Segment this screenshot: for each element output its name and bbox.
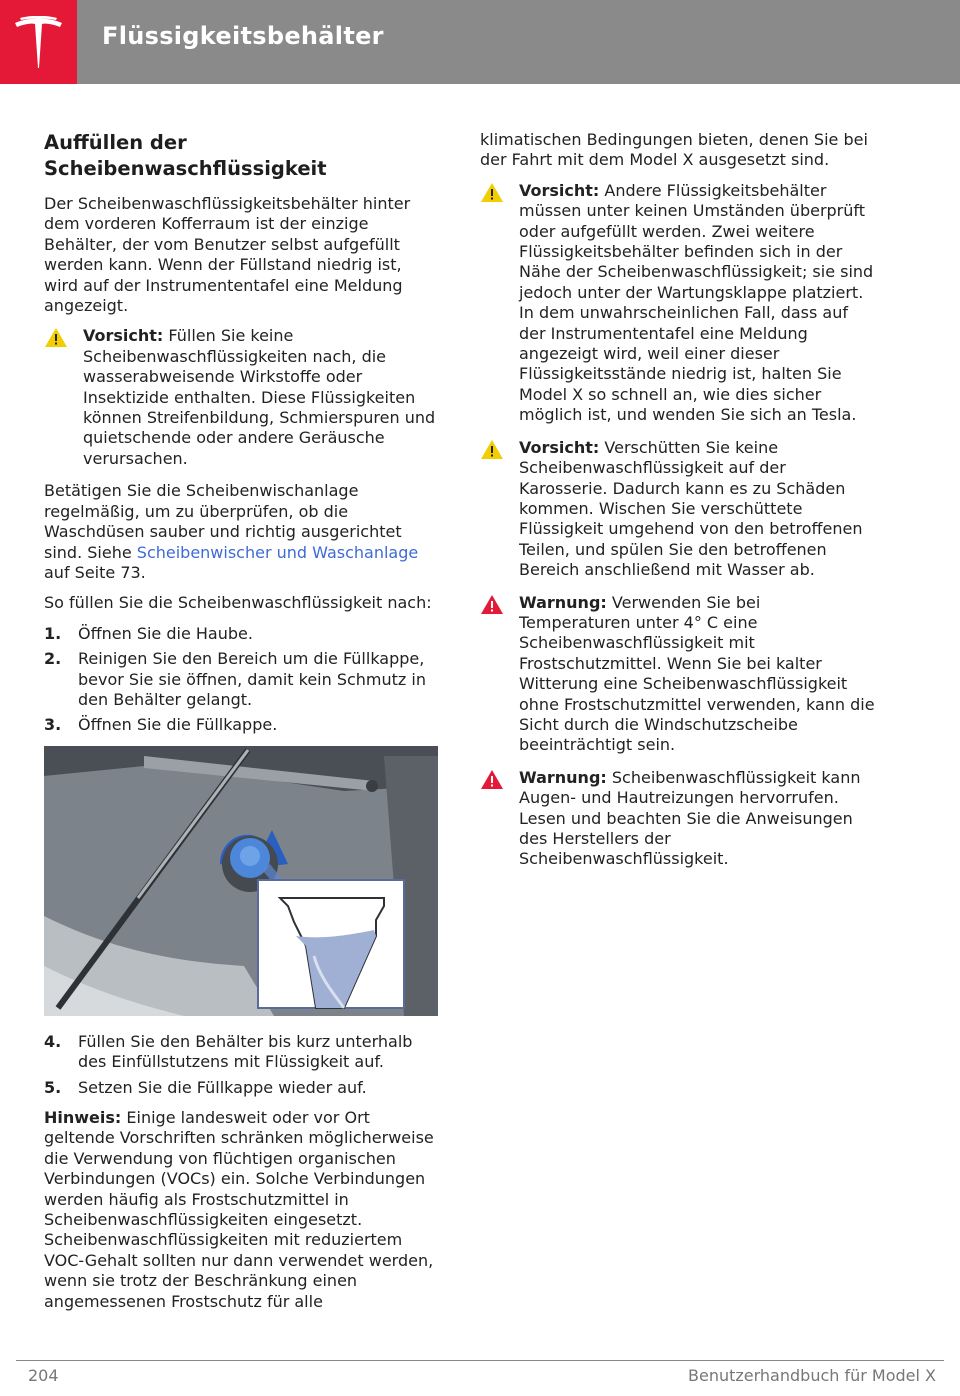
note-text: Einige landesweit oder vor Ort geltende Vorschriften schränken möglicherweise die Verwendung von flüchtigen organischen Verbindungen (VOCs) ein. Solche Verbindungen werden häufig als Frostschutzmittel in Scheibenwaschflüssigkeiten eingesetzt. Scheibenwaschflüssigkeiten mit reduziertem VOC-Gehalt sollten nur dann verwendet werden, wenn sie trotz der Beschränkung einen angemessenen Frostschutz für alle <box>44 1107 434 1311</box>
warning-text: Verwenden Sie bei Temperaturen unter 4° C eine Scheibenwaschflüssigkeit mit Frostschutzmittel. Wenn Sie bei kalter Witterung eine Scheibenwaschflüssigkeit ohne Frostschutzmittel verwenden, kann die Sicht durch die Windschutzscheibe beeinträchtigt sein. <box>519 592 875 755</box>
step-number: 5. <box>44 1077 62 1097</box>
step-number: 3. <box>44 715 62 735</box>
caution-triangle-icon <box>480 182 504 203</box>
warning-label: Warnung: <box>519 767 607 787</box>
paragraph-wiper-check <box>44 481 440 583</box>
list-item <box>44 715 440 735</box>
warning-notice <box>480 593 876 756</box>
logo-box <box>0 0 77 84</box>
warning-notice <box>480 768 876 870</box>
caution-notice <box>480 438 876 581</box>
list-item <box>44 1032 440 1073</box>
warning-label: Warnung: <box>519 592 607 612</box>
right-column <box>480 130 876 882</box>
page-header <box>0 0 960 84</box>
caution-text: Andere Flüssigkeitsbehälter müssen unter keinen Umständen überprüft oder aufgefüllt werden. Zwei weitere Flüssigkeitsbehälter befinden sich in der Nähe der Scheibenwaschflüssigkeit; sie sind jedoch unter der Wartungsklappe platziert. In dem unwahrscheinlichen Fall, dass auf der Instrumententafel eine Meldung angezeigt wird, weil einer dieser Flüssigkeitsstände niedrig ist, halten Sie Model X so schnell an, wie dies sicher möglich ist, und wenden Sie sich an Tesla. <box>519 180 874 425</box>
wiper-link[interactable]: Scheibenwischer und Waschanlage <box>136 542 419 562</box>
note-label: Hinweis: <box>44 1107 122 1127</box>
left-column <box>44 130 440 1322</box>
warning-triangle-icon <box>480 594 504 615</box>
footer-doc-title: Benutzerhandbuch für Model X <box>688 1366 936 1385</box>
paragraph-text: auf Seite 73. <box>44 562 146 582</box>
list-item <box>44 1078 440 1098</box>
steps-list-continued <box>44 1032 440 1098</box>
page-number: 204 <box>28 1366 59 1385</box>
caution-label: Vorsicht: <box>83 326 164 346</box>
step-number: 2. <box>44 649 62 669</box>
continuation-paragraph: klimatischen Bedingungen bieten, denen Sie bei der Fahrt mit dem Model X ausgesetzt sind. <box>480 130 868 170</box>
step-text: Füllen Sie den Behälter bis kurz unterhalb des Einfüllstutzens mit Flüssigkeit auf. <box>78 1031 413 1072</box>
intro-paragraph: Der Scheibenwaschflüssigkeitsbehälter hinter dem vorderen Kofferraum ist der einzige Behälter, der vom Benutzer selbst aufgefüllt werden kann. Wenn der Füllstand niedrig ist, wird auf der Instrumententafel eine Meldung angezeigt. <box>44 194 411 316</box>
caution-triangle-icon <box>44 327 68 348</box>
step-number: 4. <box>44 1031 62 1051</box>
warning-triangle-icon <box>480 769 504 790</box>
step-text: Reinigen Sie den Bereich um die Füllkappe, bevor Sie sie öffnen, damit kein Schmutz in den Behälter gelangt. <box>78 649 426 709</box>
list-item <box>44 649 440 710</box>
footer-divider <box>16 1360 944 1361</box>
paragraph-refill-intro: So füllen Sie die Scheibenwaschflüssigkeit nach: <box>44 593 432 613</box>
paragraph-text: Betätigen Sie die Scheibenwischanlage regelmäßig, um zu überprüfen, ob die Waschdüsen sauber und richtig ausgerichtet sind. Siehe <box>44 481 402 562</box>
caution-text: Verschütten Sie keine Scheibenwaschflüssigkeit auf der Karosserie. Dadurch kann es zu Schäden kommen. Wischen Sie verschüttete Flüssigkeit umgehend von den betroffenen Teilen, und spülen Sie den betroffenen Bereich anschließend mit Wasser ab. <box>519 437 863 580</box>
warning-text: Scheibenwaschflüssigkeit kann Augen- und Hautreizungen hervorrufen. Lesen und beachten Sie die Anweisungen des Herstellers der Scheibenwaschflüssigkeit. <box>519 767 861 869</box>
step-text: Setzen Sie die Füllkappe wieder auf. <box>78 1077 367 1097</box>
page-title: Flüssigkeitsbehälter <box>102 22 384 50</box>
caution-triangle-icon <box>480 439 504 460</box>
section-heading: Auffüllen der Scheibenwaschflüssigkeit <box>44 131 327 180</box>
reservoir-illustration <box>44 746 438 1016</box>
steps-list <box>44 624 440 736</box>
step-number: 1. <box>44 623 62 643</box>
list-item <box>44 624 440 644</box>
tesla-logo-icon <box>13 16 64 70</box>
caution-notice <box>44 326 440 469</box>
caution-notice <box>480 181 876 426</box>
caution-label: Vorsicht: <box>519 437 600 457</box>
caution-label: Vorsicht: <box>519 180 600 200</box>
step-text: Öffnen Sie die Füllkappe. <box>78 715 278 735</box>
note-paragraph <box>44 1108 440 1312</box>
caution-text: Füllen Sie keine Scheibenwaschflüssigkeiten nach, die wasserabweisende Wirkstoffe oder Insektizide enthalten. Diese Flüssigkeiten können Streifenbildung, Schmierspuren und quietschende oder andere Geräusche verursachen. <box>83 326 436 468</box>
step-text: Öffnen Sie die Haube. <box>78 623 253 643</box>
